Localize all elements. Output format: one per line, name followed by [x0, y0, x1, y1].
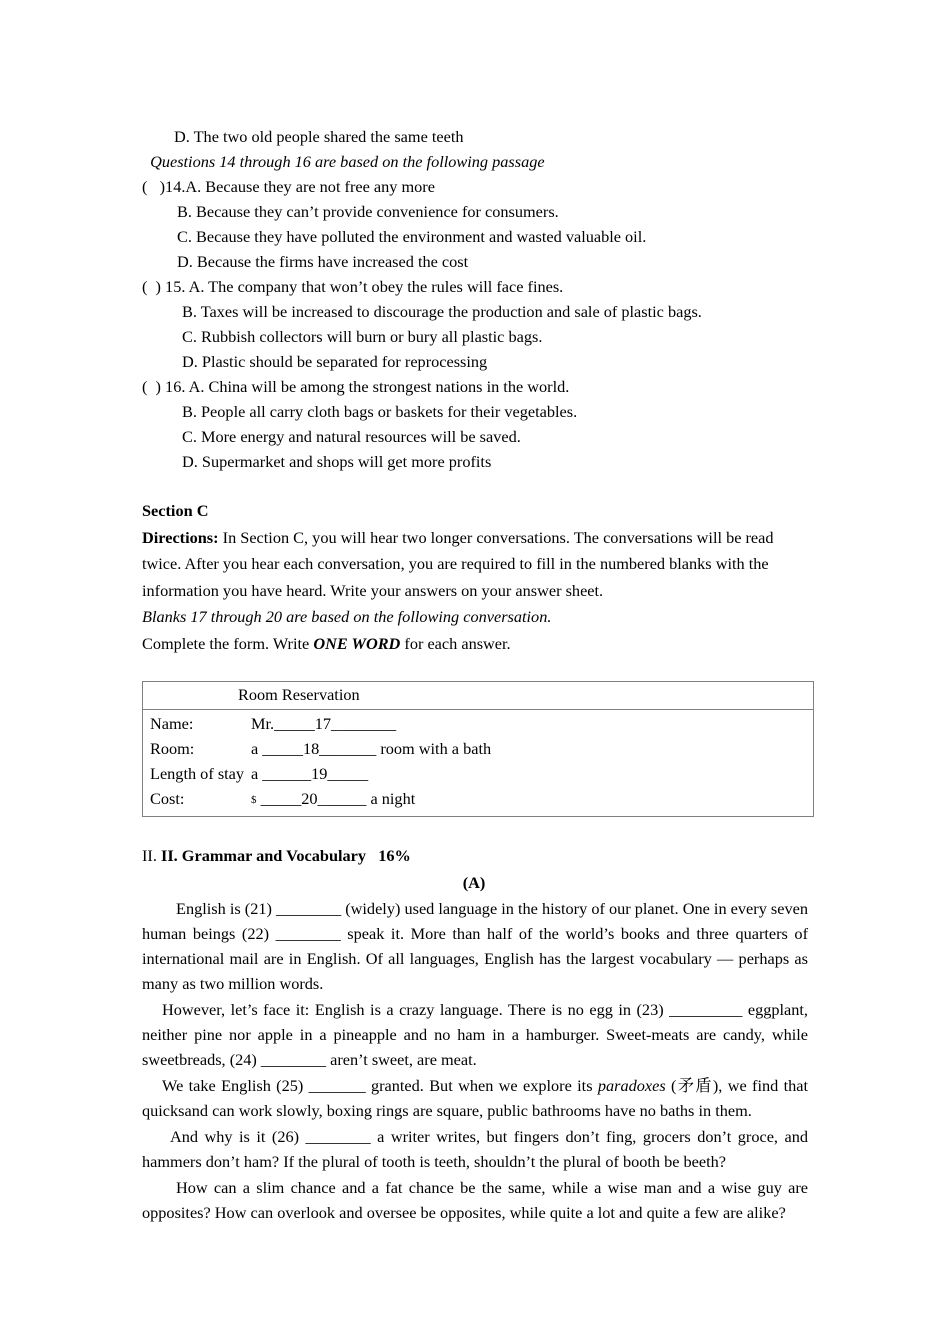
- complete-form-instruction: [142, 631, 808, 658]
- directions-label: Directions:: [142, 527, 219, 547]
- question-14-option-c[interactable]: C. Because they have polluted the environment and wasted valuable oil.: [177, 227, 647, 246]
- grammar-section-heading: [142, 843, 808, 868]
- question-15-option-a[interactable]: A. The company that won’t obey the rules will face fines.: [188, 277, 564, 296]
- question-16-option-d[interactable]: D. Supermarket and shops will get more profits: [182, 452, 492, 471]
- section-c-directions: [142, 525, 808, 605]
- document-page: [142, 124, 808, 1225]
- question-16-option-b[interactable]: B. People all carry cloth bags or baskets for their vegetables.: [182, 402, 578, 421]
- grammar-paragraph-5: How can a slim chance and a fat chance be the same, while a wise man and a wise guy are opposites? How can overlook and oversee be opposites, while quite a lot and quite a few are alike?: [142, 1178, 808, 1222]
- question-15-stem: [142, 274, 808, 299]
- reservation-header-row: [143, 682, 813, 710]
- paradox-italic-word: paradoxes: [597, 1076, 666, 1095]
- question-14-marker[interactable]: ( )14.: [142, 177, 186, 196]
- reservation-blank-18[interactable]: a _____18_______ room with a bath: [251, 739, 492, 758]
- directions-text: In Section C, you will hear two longer conversations. The conversations will be read twice. After you hear each conversation, you are required to fill in the numbered blanks with the information you have heard. Write your answers on your answer sheet.: [142, 527, 774, 600]
- complete-suffix: for each answer.: [400, 633, 511, 653]
- question-16-option-c[interactable]: C. More energy and natural resources will be saved.: [182, 427, 521, 446]
- blanks-instruction: Blanks 17 through 20 are based on the following conversation.: [142, 607, 552, 626]
- reservation-label-cost: Cost:: [150, 789, 185, 808]
- reservation-label-length: Length of stay: [150, 764, 245, 783]
- cost-blank-text: _____20______ a night: [256, 789, 416, 808]
- complete-prefix: Complete the form. Write: [142, 633, 314, 653]
- question-16-stem: [142, 374, 808, 399]
- question-14-stem: [142, 174, 808, 199]
- reservation-row-name: [143, 711, 813, 736]
- paradox-after: , we find that quicksand can work slowly, boxing rings are square, public bathrooms have no baths in them.: [142, 1076, 808, 1120]
- reservation-body: [143, 710, 813, 816]
- room-reservation-form: [142, 681, 814, 817]
- grammar-numeral: II.: [142, 846, 161, 865]
- question-15-option-b[interactable]: B. Taxes will be increased to discourage the production and sale of plastic bags.: [182, 302, 702, 321]
- previous-option-d: D. The two old people shared the same teeth: [174, 127, 464, 146]
- one-word-emphasis: ONE WORD: [313, 633, 401, 653]
- question-15-option-c[interactable]: C. Rubbish collectors will burn or bury all plastic bags.: [182, 327, 543, 346]
- reservation-blank-20[interactable]: [251, 786, 813, 813]
- grammar-title: II. Grammar and Vocabulary: [160, 846, 367, 865]
- grammar-paragraph-3: [142, 1073, 808, 1123]
- question-15-option-d[interactable]: D. Plastic should be separated for reprocessing: [182, 352, 488, 371]
- reservation-blank-19[interactable]: a ______19_____: [251, 764, 369, 783]
- reservation-row-room: [143, 736, 813, 761]
- question-16-option-a[interactable]: A. China will be among the strongest nations in the world.: [188, 377, 570, 396]
- question-14-option-a[interactable]: A. Because they are not free any more: [185, 177, 435, 196]
- reservation-row-length: [143, 761, 813, 786]
- currency-symbol: $: [251, 794, 257, 806]
- grammar-paragraph-1: English is (21) ________ (widely) used language in the history of our planet. One in every seven human beings (22) ________ speak it. More than half of the world’s books and three quarters of international mail are in English. Of all languages, English has the largest vocabulary — perhaps as many as two million words.: [142, 899, 808, 993]
- question-14-option-b[interactable]: B. Because they can’t provide convenience for consumers.: [177, 202, 559, 221]
- grammar-paragraph-4: And why is it (26) ________ a writer writes, but fingers don’t fing, grocers don’t groce, and hammers don’t ham? If the plural of tooth is teeth, shouldn’t the plural of booth be beeth?: [142, 1127, 808, 1171]
- reservation-label-name: Name:: [150, 714, 194, 733]
- paradox-gloss: (矛盾): [665, 1076, 719, 1095]
- reservation-title: Room Reservation: [238, 685, 360, 704]
- grammar-score: [366, 846, 411, 865]
- grammar-paragraph-2: However, let’s face it: English is a crazy language. There is no egg in (23) _________ eggplant, neither pine nor apple in a pineapple and no ham in a hamburger. Sweet-meats are candy, while sweetbreads, (24) ________ aren’t sweet, are meat.: [142, 1000, 808, 1069]
- reservation-row-cost: [143, 786, 813, 813]
- question-16-marker[interactable]: ( ) 16.: [142, 377, 186, 396]
- reservation-blank-17[interactable]: Mr._____17________: [251, 714, 397, 733]
- paradox-before: We take English (25) _______ granted. But when we explore its: [162, 1076, 598, 1095]
- reservation-label-room: Room:: [150, 739, 195, 758]
- question-14-option-d[interactable]: D. Because the firms have increased the cost: [177, 252, 469, 271]
- grammar-score-value: 16%: [378, 846, 411, 865]
- spacer: [142, 474, 808, 498]
- section-c-title: Section C: [142, 501, 209, 520]
- subsection-label: (A): [462, 873, 486, 892]
- passage-instruction: Questions 14 through 16 are based on the following passage: [146, 152, 545, 171]
- question-15-marker[interactable]: ( ) 15.: [142, 277, 186, 296]
